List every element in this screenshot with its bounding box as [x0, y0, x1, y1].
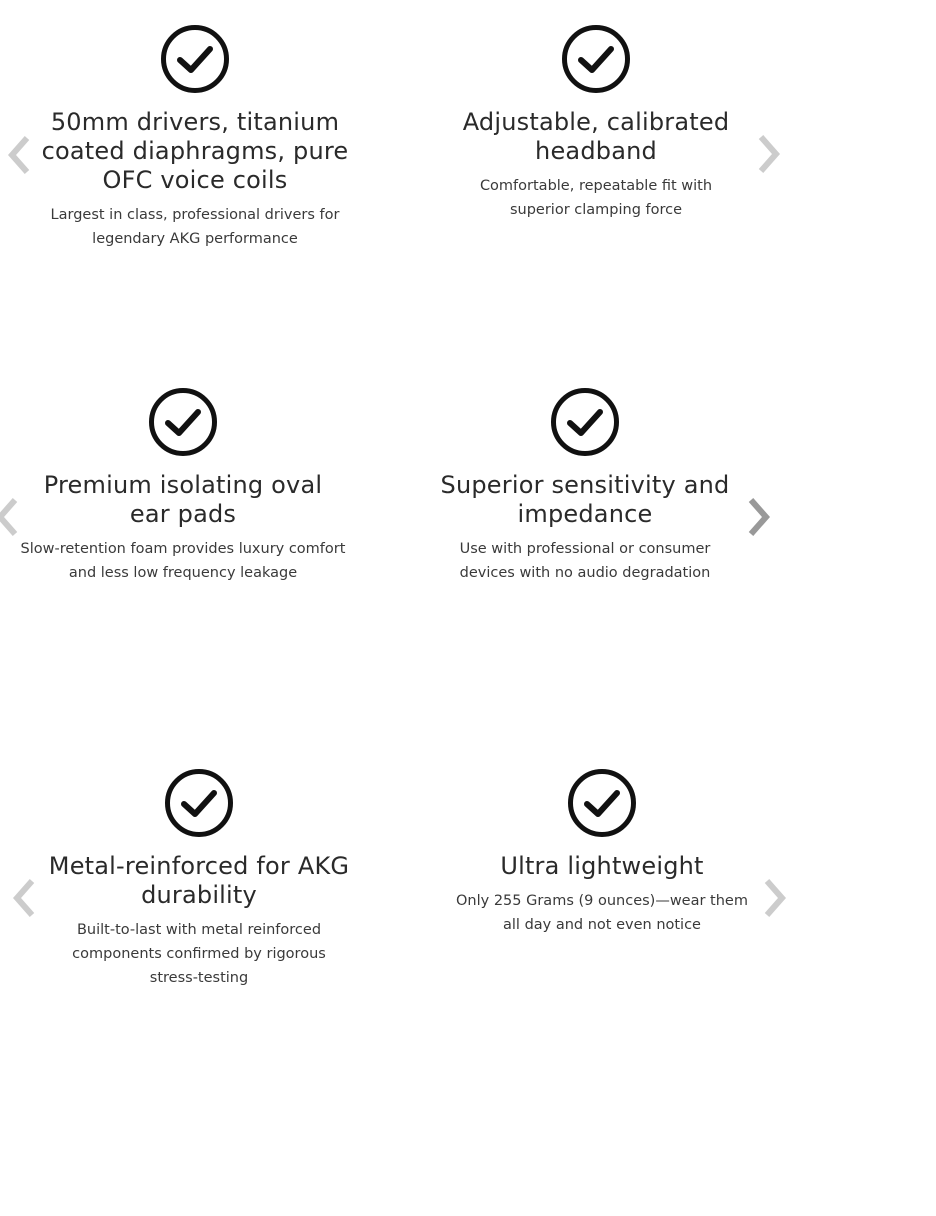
check-circle-icon [160, 24, 230, 94]
feature-description: Comfortable, repeatable fit with superior clamping force [479, 178, 713, 218]
chevron-left-icon [13, 878, 35, 918]
feature-card [34, 768, 364, 990]
slider-1-next-arrow[interactable] [758, 134, 780, 174]
check-circle-icon [561, 24, 631, 94]
slider-3-next-arrow[interactable] [764, 878, 786, 918]
slider-2-prev-arrow[interactable] [0, 497, 18, 537]
chevron-right-icon [758, 134, 780, 174]
feature-description: Built-to-last with metal reinforced components confirmed by rigorous stress-testing [72, 922, 326, 986]
feature-title: Premium isolating oval ear pads [43, 471, 323, 528]
slider-2-next-arrow[interactable] [748, 497, 770, 537]
feature-card [30, 24, 360, 251]
feature-description: Use with professional or consumer devices with no audio degradation [459, 541, 711, 581]
check-circle-icon [148, 387, 218, 457]
feature-title: Adjustable, calibrated headband [462, 108, 730, 165]
feature-title: Ultra lightweight [500, 852, 704, 880]
slider-3-prev-arrow[interactable] [13, 878, 35, 918]
check-circle-icon [550, 387, 620, 457]
check-circle-icon [567, 768, 637, 838]
chevron-left-icon [8, 135, 30, 175]
chevron-right-icon [748, 497, 770, 537]
feature-title: Superior sensitivity and impedance [440, 471, 730, 528]
slider-1-prev-arrow[interactable] [8, 135, 30, 175]
feature-description: Largest in class, professional drivers for legendary AKG performance [50, 207, 340, 247]
feature-card [448, 768, 756, 937]
chevron-right-icon [764, 878, 786, 918]
feature-description: Only 255 Grams (9 ounces)—wear them all day and not even notice [456, 893, 748, 933]
feature-card [18, 387, 348, 585]
feature-title: 50mm drivers, titanium coated diaphragms, pure OFC voice coils [41, 108, 349, 194]
feature-description: Slow-retention foam provides luxury comfort and less low frequency leakage [20, 541, 346, 581]
feature-card [448, 24, 744, 222]
check-circle-icon [164, 768, 234, 838]
feature-title: Metal-reinforced for AKG durability [48, 852, 350, 909]
feature-card [437, 387, 733, 585]
chevron-left-icon [0, 497, 18, 537]
